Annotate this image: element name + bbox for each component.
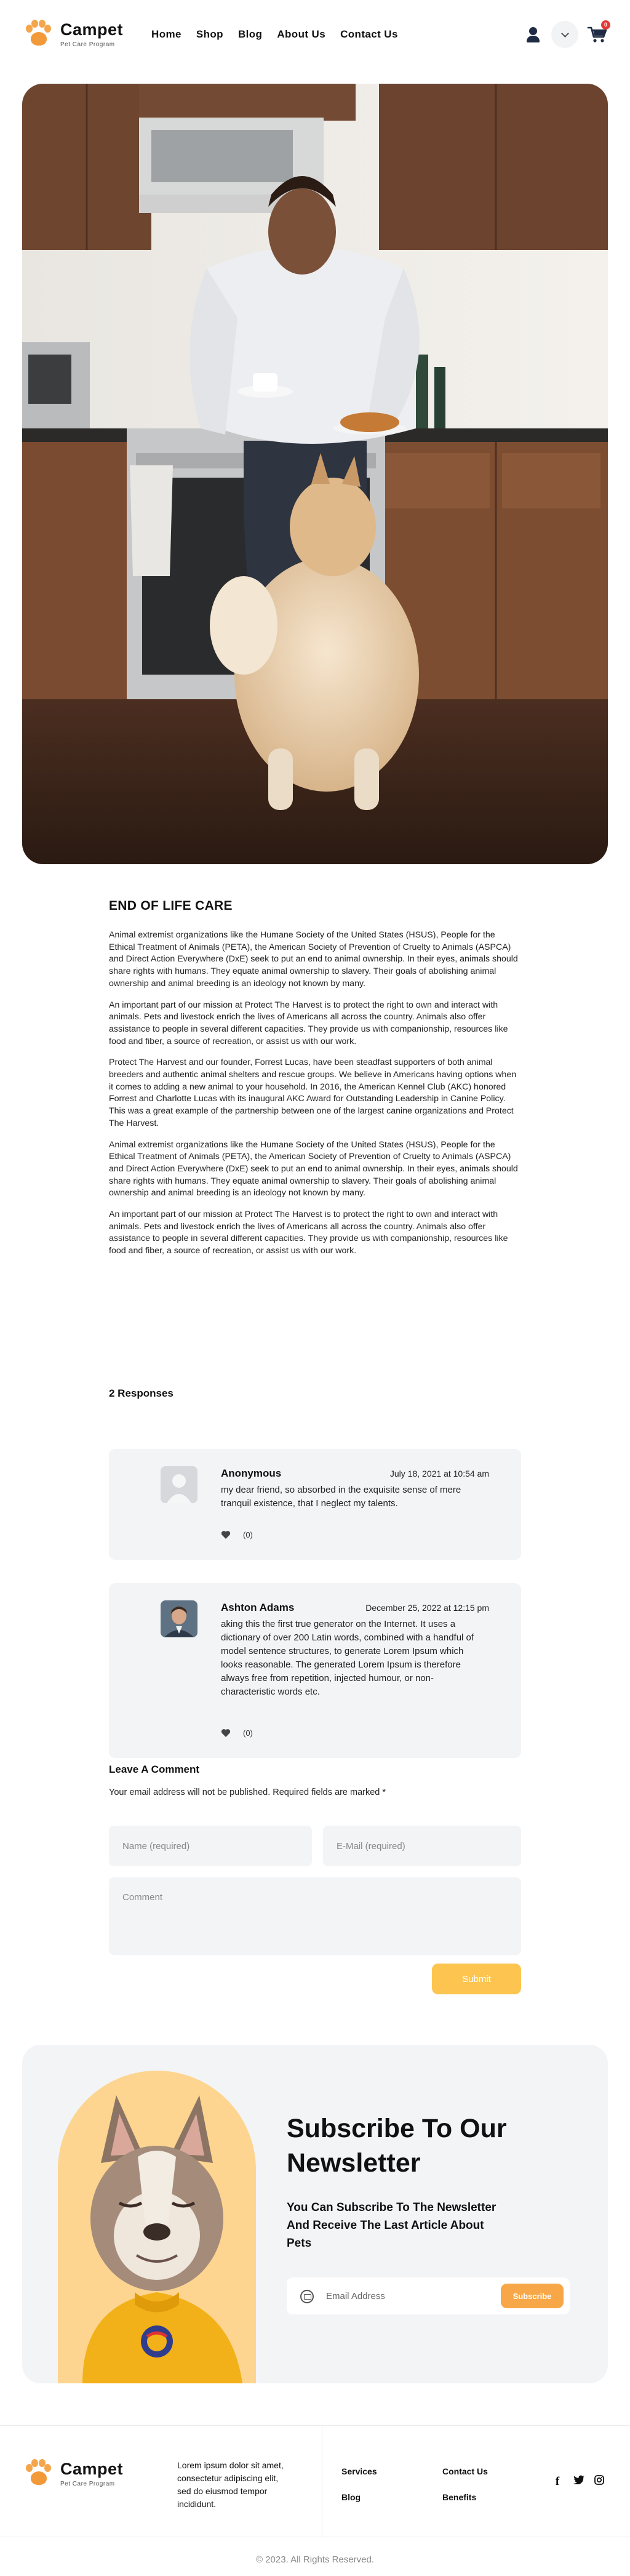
instagram-icon[interactable] xyxy=(594,2475,604,2489)
comment-text: aking this the first true generator on the Internet. It uses a dictionary of over 200 Latin words, combined with a handful of model sentence structures, to generate Lorem Ipsum which looks reasonable. The generated Lorem Ipsum is therefore always free from repetition, injected humour, or non-characteristic words etc. xyxy=(221,1619,474,1697)
comment-author: Anonymous xyxy=(221,1467,282,1479)
french-bulldog-photo xyxy=(58,2071,256,2383)
brand-name: Campet xyxy=(60,2459,124,2478)
article xyxy=(109,899,521,1267)
comment-author: Ashton Adams xyxy=(221,1602,295,1613)
comment-text: my dear friend, so absorbed in the exquisite sense of mere tranquil existence, that I neglect my talents. xyxy=(221,1485,461,1509)
paw-logo-icon xyxy=(22,2458,54,2490)
account-dropdown-button[interactable] xyxy=(551,21,578,48)
comment-date: December 25, 2022 at 12:15 pm xyxy=(365,1603,489,1613)
site-header xyxy=(0,0,630,69)
name-field[interactable] xyxy=(109,1826,312,1866)
nav-contact-us[interactable]: Contact Us xyxy=(340,28,398,40)
avatar xyxy=(161,1600,197,1637)
newsletter-form xyxy=(287,2277,570,2314)
man-with-dog-in-kitchen-photo xyxy=(22,84,608,864)
nav-home[interactable]: Home xyxy=(151,28,181,40)
article-paragraph: Protect The Harvest and our founder, Forrest Lucas, have been steadfast supporters of both animal breeders and authentic animal shelters and rescue groups. We believe in Americans having options when it comes to adding a new animal to your household. In 2016, the American Kennel Club (AKC) honored Forrest and Charlotte Lucas with its inaugural AKC Award for Outstanding Leadership in Canine Policy. This was a great example of the partnership between one of the largest canine organizations and Protect The Harvest. xyxy=(109,1057,517,1128)
comment-date: July 18, 2021 at 10:54 am xyxy=(389,1469,489,1479)
site-logo[interactable] xyxy=(22,18,123,50)
nav-blog[interactable]: Blog xyxy=(237,28,263,40)
cart-count-badge: 0 xyxy=(601,20,610,30)
comment-like xyxy=(221,1728,253,1738)
leave-comment-note: Your email address will not be published. Required fields are marked * xyxy=(109,1788,386,1797)
heart-icon[interactable] xyxy=(221,1530,231,1539)
footer-logo[interactable] xyxy=(22,2458,123,2490)
nav-about-us[interactable]: About Us xyxy=(277,28,326,40)
footer-about-text: Lorem ipsum dolor sit amet, consectetur adipiscing elit, sed do eiusmod tempor incididunt. xyxy=(177,2460,284,2509)
email-icon xyxy=(300,2290,314,2303)
leave-comment-title: Leave A Comment xyxy=(109,1763,200,1775)
avatar xyxy=(161,1466,197,1503)
like-count: (0) xyxy=(243,1530,253,1539)
copyright-text: © 2023. All Rights Reserved. xyxy=(256,2554,374,2565)
main-nav xyxy=(151,28,398,41)
cart-icon[interactable] xyxy=(587,22,608,44)
brand-tagline: Pet Care Program xyxy=(60,2480,115,2487)
article-paragraph: An important part of our mission at Protect The Harvest is to protect the right to own and interact with animals. Pets and livestock enrich the lives of Americans all across the country. Animals also offer assistance to people in several different capacities. They provide us with companionship, resources like food and fiber, a source of recreation, or assist us with our work. xyxy=(109,1000,508,1046)
comment-card xyxy=(109,1449,521,1560)
footer-link-services[interactable]: Services xyxy=(341,2466,377,2476)
hero-image xyxy=(22,84,608,864)
submit-button[interactable]: Submit xyxy=(432,1964,521,1994)
newsletter-subtitle: You Can Subscribe To The Newsletter And Receive The Last Article About Pets xyxy=(287,2201,496,2250)
email-field[interactable] xyxy=(323,1826,521,1866)
heart-icon[interactable] xyxy=(221,1728,231,1738)
twitter-icon[interactable] xyxy=(573,2475,583,2489)
comment-like xyxy=(221,1530,253,1539)
newsletter-title: Subscribe To Our Newsletter xyxy=(287,2114,507,2178)
subscribe-button[interactable]: Subscribe xyxy=(501,2284,564,2308)
facebook-icon[interactable]: f xyxy=(555,2475,560,2488)
comment-card xyxy=(109,1583,521,1758)
chevron-down-icon xyxy=(561,30,569,38)
newsletter-section xyxy=(22,2045,608,2383)
nav-shop[interactable]: Shop xyxy=(196,28,223,40)
like-count: (0) xyxy=(243,1728,253,1738)
social-links xyxy=(552,2475,604,2489)
paw-logo-icon xyxy=(22,18,54,50)
brand-name: Campet xyxy=(60,20,124,39)
article-title: END OF LIFE CARE xyxy=(109,899,233,913)
footer-link-contact-us[interactable]: Contact Us xyxy=(442,2466,488,2476)
site-footer xyxy=(0,2426,630,2537)
article-paragraph: Animal extremist organizations like the Humane Society of the United States (HSUS), People for the Ethical Treatment of Animals (PETA), the American Society of Prevention of Cruelty to Animals (ASPCA) and Direct Action Everywhere (DxE) seek to put an end to animal ownership. In their eyes, animals should share rights with humans. They equate animal ownership to slavery. Their goals of abolishing animal ownership and animal breeding is an ideology not known by many. xyxy=(109,930,518,989)
newsletter-email-input[interactable] xyxy=(326,2277,480,2314)
footer-link-blog[interactable]: Blog xyxy=(341,2492,361,2502)
responses-title: 2 Responses xyxy=(109,1387,173,1399)
article-paragraph: Animal extremist organizations like the Humane Society of the United States (HSUS), People for the Ethical Treatment of Animals (PETA), the American Society of Prevention of Cruelty to Animals (ASPCA) and Direct Action Everywhere (DxE) seek to put an end to animal ownership. In their eyes, animals should share rights with humans. They equate animal ownership to slavery. Their goals of abolishing animal ownership and animal breeding is an ideology not known by many. xyxy=(109,1139,518,1198)
user-photo-avatar xyxy=(161,1600,197,1637)
newsletter-image xyxy=(58,2071,256,2383)
brand-tagline: Pet Care Program xyxy=(60,41,115,48)
default-avatar-icon xyxy=(161,1466,197,1503)
article-paragraph: An important part of our mission at Protect The Harvest is to protect the right to own and interact with animals. Pets and livestock enrich the lives of Americans all across the country. Animals also offer assistance to people in several different capacities. They provide us with companionship, resources like food and fiber, a source of recreation, or assist us with our work. xyxy=(109,1210,508,1256)
user-account-icon[interactable] xyxy=(524,25,543,44)
footer-link-benefits[interactable]: Benefits xyxy=(442,2492,477,2502)
comment-textarea[interactable] xyxy=(109,1877,521,1955)
